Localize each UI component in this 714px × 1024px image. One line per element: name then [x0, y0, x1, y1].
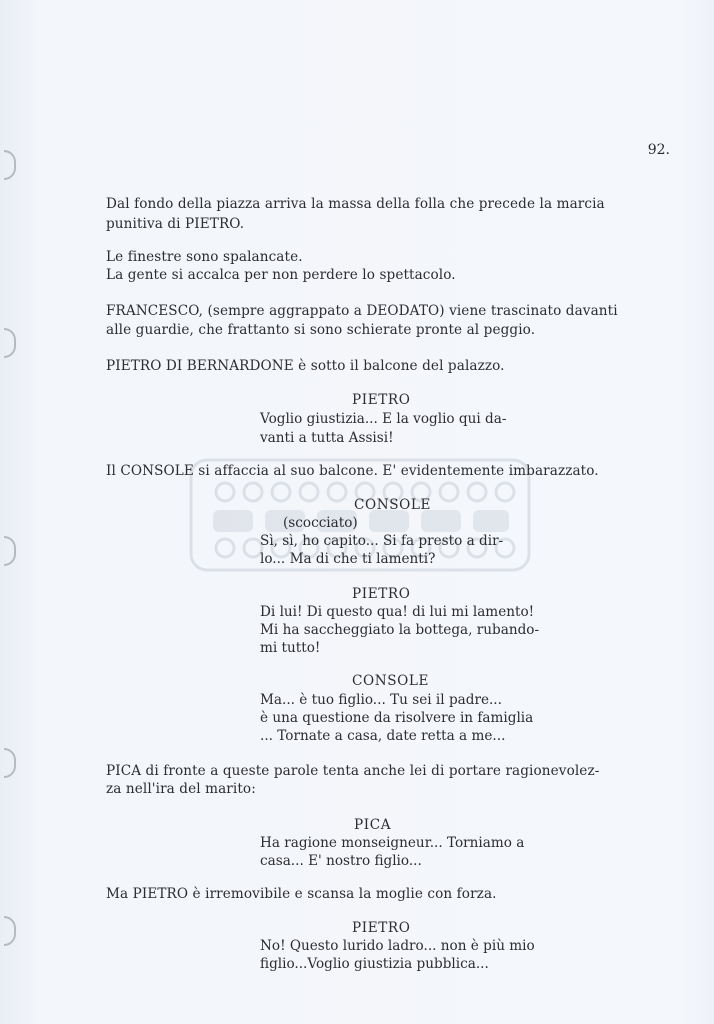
- speaker-name: PIETRO: [352, 920, 411, 936]
- punch-hole-mark: [4, 328, 16, 358]
- paragraph-line: za nell'ira del marito:: [106, 781, 256, 797]
- speaker-name: PICA: [354, 817, 392, 833]
- speaker-name: PIETRO: [352, 586, 411, 602]
- paragraph-line: PIETRO DI BERNARDONE è sotto il balcone del palazzo.: [106, 358, 505, 374]
- punch-hole-mark: [4, 748, 16, 778]
- dialog-line: Ha ragione monseigneur... Torniamo a: [260, 835, 525, 851]
- dialog-line: lo... Ma di che ti lamenti?: [260, 551, 436, 567]
- dialog-line: Ma... è tuo figlio... Tu sei il padre...: [260, 692, 502, 708]
- page-number: 92.: [647, 142, 670, 158]
- dialog-line: casa... E' nostro figlio...: [260, 853, 422, 869]
- dialog-line: è una questione da risolvere in famiglia: [260, 710, 534, 726]
- paragraph-line: FRANCESCO, (sempre aggrappato a DEODATO) viene trascinato davanti: [106, 303, 618, 319]
- speaker-name: CONSOLE: [354, 497, 432, 513]
- dialog-line: mi tutto!: [260, 640, 321, 656]
- paragraph-line: PICA di fronte a queste parole tenta anche lei di portare ragionevolez-: [106, 763, 600, 779]
- dialog-line: Di lui! Di questo qua! di lui mi lamento!: [260, 604, 535, 620]
- paragraph-line: Le finestre sono spalancate.: [106, 249, 303, 265]
- dialog-line: No! Questo lurido ladro... non è più mio: [260, 938, 535, 954]
- punch-hole-mark: [4, 536, 16, 566]
- dialog-line: figlio...Voglio giustizia pubblica...: [260, 956, 489, 972]
- paragraph-line: La gente si accalca per non perdere lo spettacolo.: [106, 267, 456, 283]
- paragraph-line: punitiva di PIETRO.: [106, 216, 245, 232]
- dialog-line: Sì, sì, ho capito... Si fa presto a dir-: [260, 533, 504, 549]
- dialog-line: ... Tornate a casa, date retta a me...: [260, 728, 506, 744]
- punch-hole-mark: [4, 916, 16, 946]
- paragraph-line: Ma PIETRO è irremovibile e scansa la moglie con forza.: [106, 886, 497, 902]
- paragraph-line: alle guardie, che frattanto si sono schierate pronte al peggio.: [106, 322, 536, 338]
- dialog-line: vanti a tutta Assisi!: [260, 430, 394, 446]
- paragraph-line: Il CONSOLE si affaccia al suo balcone. E' evidentemente imbarazzato.: [106, 463, 599, 479]
- paragraph-line: Dal fondo della piazza arriva la massa della folla che precede la marcia: [106, 196, 605, 212]
- dialog-line: Voglio giustizia... E la voglio qui da-: [260, 411, 507, 427]
- speaker-name: PIETRO: [352, 392, 411, 408]
- parenthetical: (scocciato): [283, 515, 358, 531]
- punch-hole-mark: [4, 150, 16, 180]
- speaker-name: CONSOLE: [352, 673, 430, 689]
- dialog-line: Mi ha saccheggiato la bottega, rubando-: [260, 622, 540, 638]
